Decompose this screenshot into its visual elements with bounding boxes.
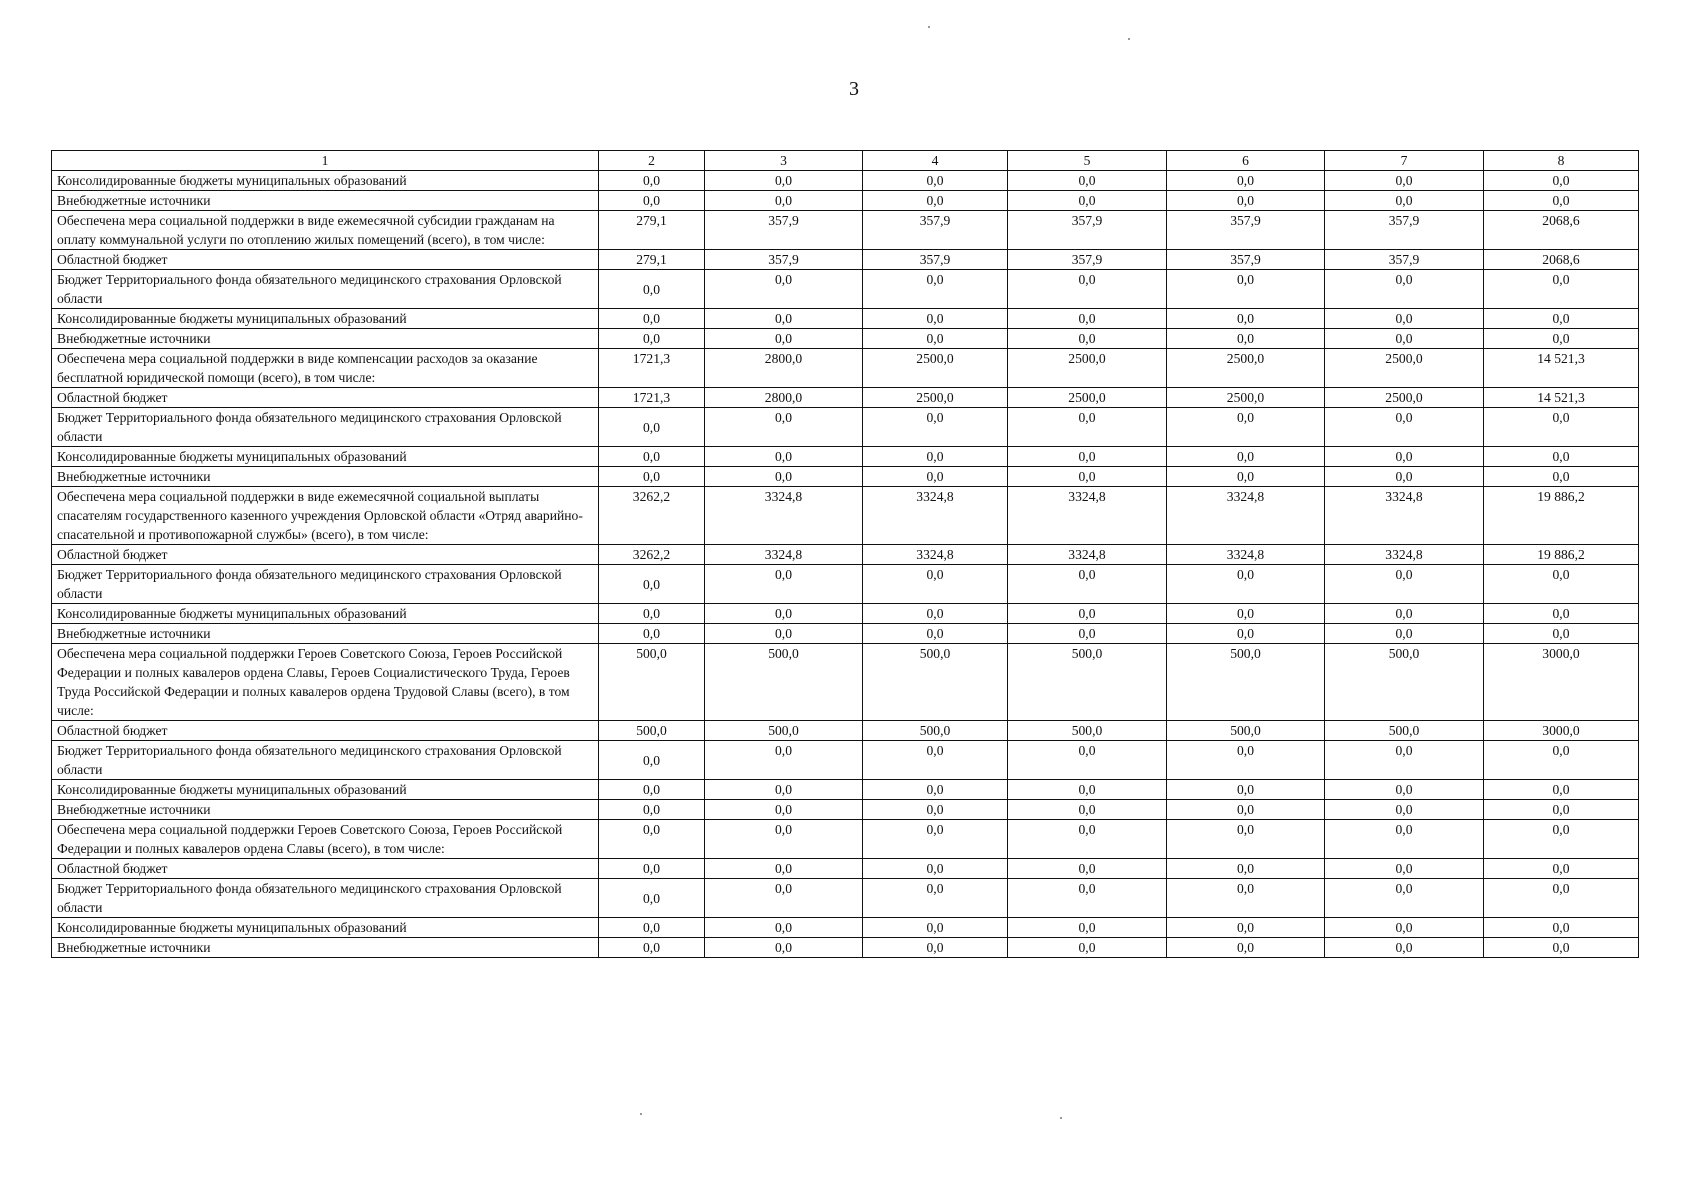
row-value: 0,0 xyxy=(1008,191,1167,211)
row-value: 0,0 xyxy=(1325,938,1484,958)
row-value: 0,0 xyxy=(1484,741,1639,780)
row-value: 0,0 xyxy=(705,879,863,918)
table-row xyxy=(52,250,1639,270)
row-value: 0,0 xyxy=(1008,859,1167,879)
row-value: 3262,2 xyxy=(599,545,705,565)
row-value: 0,0 xyxy=(705,408,863,447)
table-row xyxy=(52,624,1639,644)
row-value: 500,0 xyxy=(705,721,863,741)
row-value: 0,0 xyxy=(1167,918,1325,938)
row-value: 0,0 xyxy=(1484,800,1639,820)
row-label: Консолидированные бюджеты муниципальных образований xyxy=(52,309,599,329)
row-value: 0,0 xyxy=(1484,447,1639,467)
row-value: 2068,6 xyxy=(1484,211,1639,250)
row-value: 0,0 xyxy=(1167,467,1325,487)
row-value: 0,0 xyxy=(1484,604,1639,624)
table-row xyxy=(52,741,1639,780)
table-row xyxy=(52,780,1639,800)
row-value: 0,0 xyxy=(1484,309,1639,329)
row-label: Бюджет Территориального фонда обязательного медицинского страхования Орловской области xyxy=(52,741,599,780)
row-value: 0,0 xyxy=(863,859,1008,879)
row-value: 0,0 xyxy=(705,329,863,349)
row-value: 0,0 xyxy=(599,800,705,820)
row-value: 0,0 xyxy=(1008,467,1167,487)
row-value: 0,0 xyxy=(705,309,863,329)
row-value: 500,0 xyxy=(863,721,1008,741)
row-label: Обеспечена мера социальной поддержки Героев Советского Союза, Героев Российской Федерации и полных кавалеров ордена Славы (всего), в том числе: xyxy=(52,820,599,859)
row-value: 0,0 xyxy=(1008,329,1167,349)
row-value: 14 521,3 xyxy=(1484,388,1639,408)
row-value: 2500,0 xyxy=(1008,349,1167,388)
row-value: 0,0 xyxy=(705,604,863,624)
row-value: 0,0 xyxy=(1008,918,1167,938)
table-header-row xyxy=(52,151,1639,171)
row-value: 2800,0 xyxy=(705,349,863,388)
scan-speck xyxy=(640,1113,642,1115)
row-value: 0,0 xyxy=(1484,879,1639,918)
row-value: 0,0 xyxy=(1325,918,1484,938)
row-value: 3262,2 xyxy=(599,487,705,545)
row-value: 0,0 xyxy=(1325,859,1484,879)
page-number: 3 xyxy=(849,78,859,100)
row-value: 2500,0 xyxy=(1167,388,1325,408)
row-value: 500,0 xyxy=(1167,721,1325,741)
table-row xyxy=(52,171,1639,191)
budget-table xyxy=(51,150,1639,958)
row-value: 0,0 xyxy=(863,800,1008,820)
row-value: 0,0 xyxy=(1325,467,1484,487)
row-value: 357,9 xyxy=(863,211,1008,250)
row-value: 0,0 xyxy=(1008,624,1167,644)
row-label: Внебюджетные источники xyxy=(52,191,599,211)
row-value: 3324,8 xyxy=(705,487,863,545)
row-value: 0,0 xyxy=(1484,859,1639,879)
table-row xyxy=(52,191,1639,211)
row-value: 2800,0 xyxy=(705,388,863,408)
row-value: 0,0 xyxy=(1008,270,1167,309)
row-label: Обеспечена мера социальной поддержки Героев Советского Союза, Героев Российской Федерации и полных кавалеров ордена Славы, Героев Социалистического Труда, Героев Труда Российской Федерации и полных кавалеров ордена Трудовой Славы (всего), в том числе: xyxy=(52,644,599,721)
column-header: 7 xyxy=(1325,151,1484,171)
row-value: 0,0 xyxy=(705,565,863,604)
row-value: 0,0 xyxy=(1325,624,1484,644)
row-value: 0,0 xyxy=(1167,191,1325,211)
row-value: 0,0 xyxy=(1325,879,1484,918)
table-row xyxy=(52,447,1639,467)
table-row xyxy=(52,879,1639,918)
row-value: 0,0 xyxy=(599,879,705,918)
row-value: 3324,8 xyxy=(863,545,1008,565)
table-row xyxy=(52,309,1639,329)
table-row xyxy=(52,270,1639,309)
row-value: 0,0 xyxy=(599,171,705,191)
row-value: 500,0 xyxy=(1325,644,1484,721)
row-value: 500,0 xyxy=(863,644,1008,721)
row-value: 500,0 xyxy=(1008,721,1167,741)
row-value: 0,0 xyxy=(1167,604,1325,624)
table-row xyxy=(52,487,1639,545)
row-value: 1721,3 xyxy=(599,388,705,408)
row-value: 3324,8 xyxy=(1167,487,1325,545)
row-value: 0,0 xyxy=(599,859,705,879)
row-label: Областной бюджет xyxy=(52,388,599,408)
row-value: 2500,0 xyxy=(1167,349,1325,388)
row-value: 0,0 xyxy=(705,191,863,211)
row-label: Внебюджетные источники xyxy=(52,467,599,487)
row-value: 0,0 xyxy=(705,447,863,467)
row-value: 0,0 xyxy=(1325,447,1484,467)
row-value: 279,1 xyxy=(599,250,705,270)
row-value: 0,0 xyxy=(1484,171,1639,191)
row-value: 0,0 xyxy=(599,191,705,211)
row-value: 19 886,2 xyxy=(1484,545,1639,565)
row-value: 0,0 xyxy=(1325,329,1484,349)
column-header: 2 xyxy=(599,151,705,171)
table-row xyxy=(52,349,1639,388)
row-label: Областной бюджет xyxy=(52,545,599,565)
row-label: Областной бюджет xyxy=(52,250,599,270)
row-value: 0,0 xyxy=(705,859,863,879)
row-value: 0,0 xyxy=(1484,408,1639,447)
row-value: 0,0 xyxy=(705,918,863,938)
row-value: 2500,0 xyxy=(863,349,1008,388)
row-value: 279,1 xyxy=(599,211,705,250)
row-value: 0,0 xyxy=(1008,879,1167,918)
row-value: 0,0 xyxy=(863,918,1008,938)
row-value: 0,0 xyxy=(599,329,705,349)
row-value: 0,0 xyxy=(863,447,1008,467)
row-value: 0,0 xyxy=(1167,565,1325,604)
row-value: 0,0 xyxy=(599,820,705,859)
row-value: 2068,6 xyxy=(1484,250,1639,270)
row-value: 0,0 xyxy=(863,604,1008,624)
row-value: 3324,8 xyxy=(1325,545,1484,565)
column-header: 6 xyxy=(1167,151,1325,171)
row-value: 0,0 xyxy=(1008,938,1167,958)
row-value: 0,0 xyxy=(1167,309,1325,329)
row-label: Консолидированные бюджеты муниципальных образований xyxy=(52,780,599,800)
column-header: 4 xyxy=(863,151,1008,171)
row-value: 500,0 xyxy=(1008,644,1167,721)
row-value: 0,0 xyxy=(599,780,705,800)
table-row xyxy=(52,388,1639,408)
row-value: 0,0 xyxy=(1008,741,1167,780)
row-value: 0,0 xyxy=(599,741,705,780)
row-value: 357,9 xyxy=(1325,211,1484,250)
row-label: Бюджет Территориального фонда обязательного медицинского страхования Орловской области xyxy=(52,270,599,309)
row-value: 0,0 xyxy=(1325,309,1484,329)
row-value: 0,0 xyxy=(1167,447,1325,467)
row-value: 0,0 xyxy=(705,780,863,800)
row-label: Консолидированные бюджеты муниципальных образований xyxy=(52,604,599,624)
row-value: 0,0 xyxy=(1325,408,1484,447)
row-value: 0,0 xyxy=(863,624,1008,644)
row-value: 0,0 xyxy=(705,820,863,859)
row-value: 0,0 xyxy=(1484,624,1639,644)
row-value: 2500,0 xyxy=(1325,349,1484,388)
row-value: 0,0 xyxy=(1325,780,1484,800)
row-value: 1721,3 xyxy=(599,349,705,388)
row-value: 0,0 xyxy=(599,309,705,329)
row-value: 2500,0 xyxy=(1008,388,1167,408)
row-value: 2500,0 xyxy=(863,388,1008,408)
row-value: 0,0 xyxy=(1167,741,1325,780)
row-value: 0,0 xyxy=(863,565,1008,604)
row-value: 0,0 xyxy=(599,918,705,938)
scan-speck xyxy=(1060,1117,1062,1119)
row-value: 0,0 xyxy=(863,780,1008,800)
row-value: 0,0 xyxy=(1325,191,1484,211)
column-header: 8 xyxy=(1484,151,1639,171)
row-label: Обеспечена мера социальной поддержки в виде ежемесячной социальной выплаты спасателям государственного казенного учреждения Орловской области «Отряд аварийно-спасательной и противопожарной службы» (всего), в том числе: xyxy=(52,487,599,545)
row-label: Внебюджетные источники xyxy=(52,329,599,349)
row-value: 357,9 xyxy=(705,211,863,250)
row-value: 0,0 xyxy=(1325,604,1484,624)
row-label: Бюджет Территориального фонда обязательного медицинского страхования Орловской области xyxy=(52,565,599,604)
table-row xyxy=(52,604,1639,624)
row-value: 0,0 xyxy=(1167,171,1325,191)
row-value: 0,0 xyxy=(1484,270,1639,309)
row-value: 0,0 xyxy=(1325,741,1484,780)
row-value: 0,0 xyxy=(1008,820,1167,859)
column-header: 5 xyxy=(1008,151,1167,171)
row-value: 0,0 xyxy=(705,741,863,780)
row-value: 357,9 xyxy=(1325,250,1484,270)
table-row xyxy=(52,938,1639,958)
table-row xyxy=(52,859,1639,879)
table-row xyxy=(52,918,1639,938)
row-value: 357,9 xyxy=(1008,211,1167,250)
row-label: Бюджет Территориального фонда обязательного медицинского страхования Орловской области xyxy=(52,879,599,918)
row-value: 357,9 xyxy=(705,250,863,270)
row-value: 3324,8 xyxy=(705,545,863,565)
table-row xyxy=(52,820,1639,859)
row-value: 19 886,2 xyxy=(1484,487,1639,545)
row-value: 0,0 xyxy=(1484,780,1639,800)
row-value: 0,0 xyxy=(863,820,1008,859)
row-value: 0,0 xyxy=(863,270,1008,309)
table-row xyxy=(52,644,1639,721)
row-label: Консолидированные бюджеты муниципальных образований xyxy=(52,171,599,191)
row-value: 0,0 xyxy=(599,447,705,467)
row-value: 3000,0 xyxy=(1484,721,1639,741)
row-value: 0,0 xyxy=(1008,780,1167,800)
row-value: 0,0 xyxy=(1008,604,1167,624)
row-value: 2500,0 xyxy=(1325,388,1484,408)
row-label: Внебюджетные источники xyxy=(52,938,599,958)
row-value: 0,0 xyxy=(1484,938,1639,958)
row-value: 0,0 xyxy=(863,191,1008,211)
row-value: 0,0 xyxy=(705,467,863,487)
row-value: 0,0 xyxy=(1484,918,1639,938)
table-row xyxy=(52,329,1639,349)
row-value: 0,0 xyxy=(863,467,1008,487)
row-value: 357,9 xyxy=(1167,211,1325,250)
row-value: 14 521,3 xyxy=(1484,349,1639,388)
row-value: 3324,8 xyxy=(1167,545,1325,565)
row-value: 3324,8 xyxy=(1325,487,1484,545)
row-value: 0,0 xyxy=(705,624,863,644)
row-value: 3324,8 xyxy=(1008,487,1167,545)
row-label: Внебюджетные источники xyxy=(52,800,599,820)
row-value: 500,0 xyxy=(1325,721,1484,741)
row-value: 357,9 xyxy=(863,250,1008,270)
table-row xyxy=(52,211,1639,250)
row-value: 3000,0 xyxy=(1484,644,1639,721)
row-value: 357,9 xyxy=(1167,250,1325,270)
row-value: 0,0 xyxy=(1484,329,1639,349)
row-value: 0,0 xyxy=(599,624,705,644)
row-value: 0,0 xyxy=(863,171,1008,191)
row-value: 0,0 xyxy=(863,938,1008,958)
row-value: 500,0 xyxy=(1167,644,1325,721)
row-value: 0,0 xyxy=(1167,329,1325,349)
column-header: 1 xyxy=(52,151,599,171)
table-row xyxy=(52,721,1639,741)
row-value: 0,0 xyxy=(1167,879,1325,918)
table-row xyxy=(52,545,1639,565)
row-value: 0,0 xyxy=(1325,270,1484,309)
row-value: 0,0 xyxy=(599,270,705,309)
scan-speck xyxy=(928,26,930,28)
row-value: 0,0 xyxy=(1484,565,1639,604)
row-value: 0,0 xyxy=(1167,859,1325,879)
row-value: 0,0 xyxy=(1325,565,1484,604)
row-value: 0,0 xyxy=(1008,447,1167,467)
row-value: 3324,8 xyxy=(1008,545,1167,565)
row-value: 0,0 xyxy=(1008,408,1167,447)
table-row xyxy=(52,467,1639,487)
row-label: Внебюджетные источники xyxy=(52,624,599,644)
row-value: 0,0 xyxy=(1167,270,1325,309)
row-value: 0,0 xyxy=(599,408,705,447)
row-label: Бюджет Территориального фонда обязательного медицинского страхования Орловской области xyxy=(52,408,599,447)
row-value: 500,0 xyxy=(599,644,705,721)
row-label: Областной бюджет xyxy=(52,721,599,741)
table-body xyxy=(52,171,1639,958)
row-label: Обеспечена мера социальной поддержки в виде компенсации расходов за оказание бесплатной юридической помощи (всего), в том числе: xyxy=(52,349,599,388)
table-row xyxy=(52,408,1639,447)
row-label: Консолидированные бюджеты муниципальных образований xyxy=(52,447,599,467)
row-value: 0,0 xyxy=(599,565,705,604)
row-value: 500,0 xyxy=(599,721,705,741)
row-value: 0,0 xyxy=(1008,309,1167,329)
row-value: 0,0 xyxy=(1325,820,1484,859)
row-value: 0,0 xyxy=(1167,780,1325,800)
row-value: 0,0 xyxy=(863,329,1008,349)
row-value: 0,0 xyxy=(599,938,705,958)
row-value: 0,0 xyxy=(863,879,1008,918)
row-value: 0,0 xyxy=(599,604,705,624)
row-value: 500,0 xyxy=(705,644,863,721)
row-label: Обеспечена мера социальной поддержки в виде ежемесячной субсидии гражданам на оплату коммунальной услуги по отоплению жилых помещений (всего), в том числе: xyxy=(52,211,599,250)
row-value: 0,0 xyxy=(1167,800,1325,820)
table-row xyxy=(52,800,1639,820)
row-value: 0,0 xyxy=(1167,820,1325,859)
row-value: 0,0 xyxy=(599,467,705,487)
row-value: 3324,8 xyxy=(863,487,1008,545)
row-label: Консолидированные бюджеты муниципальных образований xyxy=(52,918,599,938)
scan-speck xyxy=(1128,38,1130,40)
row-value: 0,0 xyxy=(863,741,1008,780)
table-row xyxy=(52,565,1639,604)
row-value: 0,0 xyxy=(1008,171,1167,191)
row-value: 0,0 xyxy=(1167,624,1325,644)
row-value: 0,0 xyxy=(1484,191,1639,211)
row-value: 0,0 xyxy=(1325,800,1484,820)
row-value: 357,9 xyxy=(1008,250,1167,270)
row-label: Областной бюджет xyxy=(52,859,599,879)
row-value: 0,0 xyxy=(1484,467,1639,487)
row-value: 0,0 xyxy=(705,270,863,309)
row-value: 0,0 xyxy=(705,800,863,820)
row-value: 0,0 xyxy=(1167,938,1325,958)
row-value: 0,0 xyxy=(1167,408,1325,447)
column-header: 3 xyxy=(705,151,863,171)
row-value: 0,0 xyxy=(1008,800,1167,820)
row-value: 0,0 xyxy=(1484,820,1639,859)
row-value: 0,0 xyxy=(1008,565,1167,604)
row-value: 0,0 xyxy=(863,408,1008,447)
row-value: 0,0 xyxy=(863,309,1008,329)
row-value: 0,0 xyxy=(1325,171,1484,191)
row-value: 0,0 xyxy=(705,171,863,191)
row-value: 0,0 xyxy=(705,938,863,958)
